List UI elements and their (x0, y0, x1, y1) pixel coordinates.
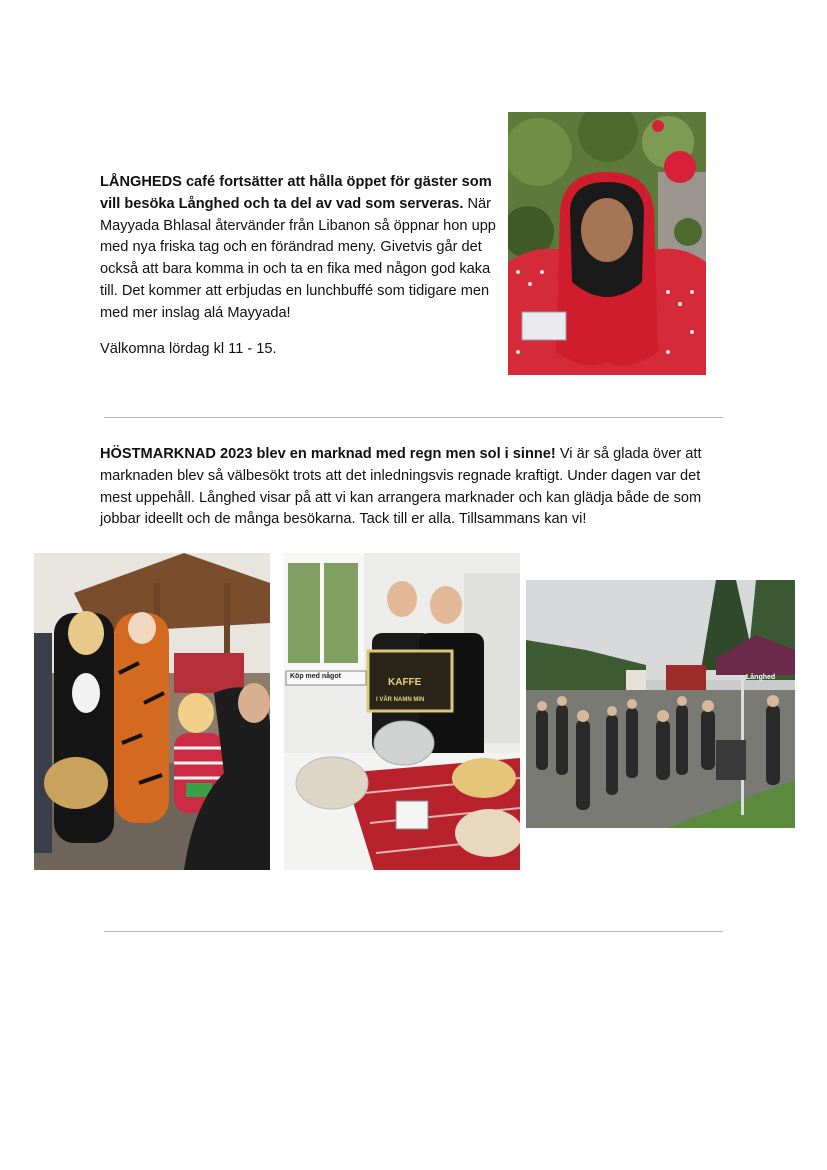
portrait-photo (508, 112, 706, 375)
cafe-banner-text: Köp med något (290, 673, 341, 680)
cafe-lead: LÅNGHEDS café fortsätter att hålla öppet för gäster som vill besöka Långhed och ta del av vad som serveras. (100, 174, 492, 212)
cafe-sign-bottom-text: I VÅR NAMN MIN (376, 697, 425, 703)
welcome-text: Välkomna lördag kl 11 - 15. (100, 340, 277, 357)
market-lead: HÖSTMARKNAD 2023 blev en marknad med regn men sol i sinne! (100, 446, 556, 462)
cafe-paragraph (100, 172, 500, 325)
cafe-body: När Mayyada Bhlasal återvänder från Libanon så öppnar hon upp med nya friska tag och en förändrad meny. Givetvis går det också att bara komma in och ta en fika med någon god kaka till. Det kommer att erbjudas en lunchbuffé som tidigare men med mer inslag alá Mayyada! (100, 195, 496, 321)
divider-1 (104, 417, 723, 418)
market-body: Vi är så glada över att marknaden blev så välbesökt trots att det inledningsvis regnade kraftigt. Under dagen var det mest uppehåll. Långhed visar på att vi kan arrangera marknader och kan glädja både de som jobbar ideellt och de många besökarna. Tack till er alla. Tillsammans kan vi! (100, 446, 702, 528)
market-paragraph (100, 444, 726, 531)
cafe-sign-text: KAFFE (388, 677, 422, 688)
children-photo (34, 553, 270, 870)
cafe-photo (284, 553, 520, 870)
divider-2 (104, 931, 723, 932)
intro-text-block (100, 172, 500, 360)
market-photo (526, 580, 795, 828)
market-text-block (100, 444, 726, 531)
tent-label-text: Långhed (746, 674, 776, 681)
